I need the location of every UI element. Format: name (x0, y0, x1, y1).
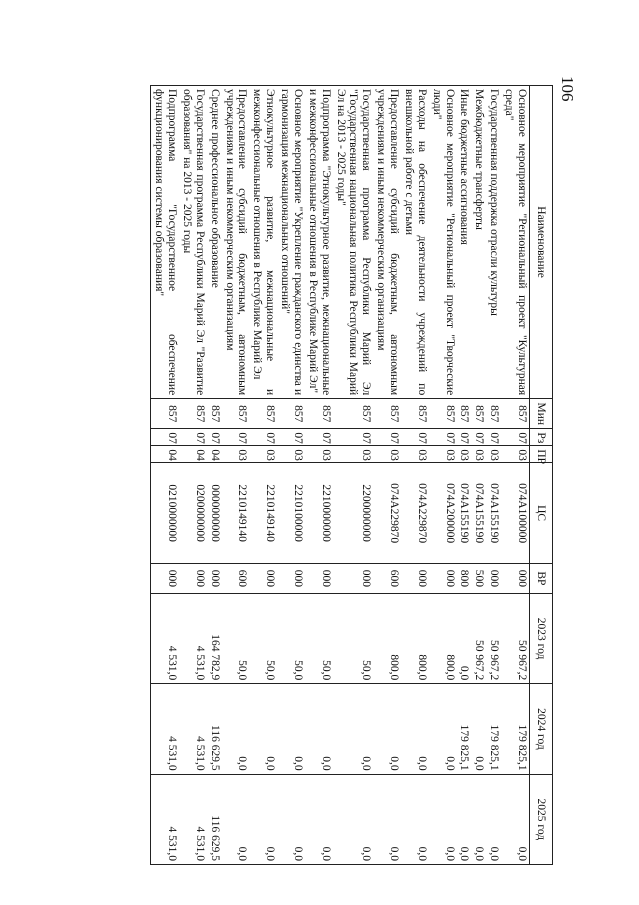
cell-rz: 07 (305, 429, 333, 446)
cell-cs: 0200000000 (179, 463, 207, 563)
cell-name: Основное мероприятие "Укрепление гражданского единства и гармонизация межнациональных отношений" (277, 86, 305, 399)
header-min: Мин (530, 399, 553, 429)
cell-rz: 07 (207, 429, 222, 446)
cell-2025: 0,0 (222, 774, 250, 864)
cell-2023: 4 531,0 (151, 593, 179, 683)
cell-2024: 0,0 (333, 684, 374, 774)
cell-rz: 07 (401, 429, 429, 446)
cell-min: 857 (277, 399, 305, 429)
cell-vr: 800 (457, 563, 472, 593)
cell-rz: 07 (501, 429, 529, 446)
cell-rz: 07 (472, 429, 487, 446)
cell-cs: 2210000000 (305, 463, 333, 563)
cell-vr: 000 (179, 563, 207, 593)
header-2023: 2023 год (530, 593, 553, 683)
cell-pr: 03 (472, 446, 487, 463)
cell-vr: 000 (501, 563, 529, 593)
cell-2025: 116 629,5 (207, 774, 222, 864)
cell-min: 857 (457, 399, 472, 429)
cell-name: Среднее профессиональное образование (207, 86, 222, 399)
cell-2023: 50 967,2 (472, 593, 487, 683)
cell-name: Межбюджетные трансферты (472, 86, 487, 399)
header-pr: ПР (530, 446, 553, 463)
cell-rz: 07 (457, 429, 472, 446)
header-2024: 2024 год (530, 684, 553, 774)
cell-2025: 0,0 (486, 774, 501, 864)
cell-min: 857 (486, 399, 501, 429)
cell-2024: 4 531,0 (151, 684, 179, 774)
cell-name: Государственная поддержка отрасли культуры (486, 86, 501, 399)
cell-2023: 4 531,0 (179, 593, 207, 683)
cell-2025: 0,0 (333, 774, 374, 864)
table-row (472, 86, 487, 865)
cell-min: 857 (501, 399, 529, 429)
cell-min: 857 (472, 399, 487, 429)
header-name: Наименование (530, 86, 553, 399)
cell-2025: 0,0 (429, 774, 457, 864)
cell-vr: 000 (277, 563, 305, 593)
cell-name: Этнокультурное развитие, межнациональные и межконфессиональные отношения в Республике Марий Эл (250, 86, 278, 399)
header-cs: ЦС (530, 463, 553, 563)
cell-2025: 0,0 (501, 774, 529, 864)
cell-pr: 03 (277, 446, 305, 463)
cell-cs: 074A155190 (486, 463, 501, 563)
cell-cs: 0000000000 (207, 463, 222, 563)
cell-name: Предоставление субсидий бюджетным, автономным учреждениям и иным некоммерческим организациям (222, 86, 250, 399)
cell-2025: 4 531,0 (151, 774, 179, 864)
page-number: 106 (558, 76, 577, 102)
cell-vr: 000 (207, 563, 222, 593)
cell-cs: 2210149140 (222, 463, 250, 563)
cell-pr: 03 (333, 446, 374, 463)
cell-2023: 50,0 (222, 593, 250, 683)
cell-2023: 50,0 (250, 593, 278, 683)
cell-name: Подпрограмма "Этнокультурное развитие, межнациональные и межконфессиональные отношения в Республике Марий Эл" (305, 86, 333, 399)
header-rz: Рз (530, 429, 553, 446)
cell-cs: 074A155190 (472, 463, 487, 563)
cell-2025: 0,0 (457, 774, 472, 864)
table-row (277, 86, 305, 865)
cell-vr: 000 (250, 563, 278, 593)
cell-2023: 50,0 (333, 593, 374, 683)
cell-cs: 074A155190 (457, 463, 472, 563)
cell-2025: 0,0 (250, 774, 278, 864)
cell-min: 857 (179, 399, 207, 429)
cell-min: 857 (207, 399, 222, 429)
cell-2023: 800,0 (429, 593, 457, 683)
cell-name: Иные бюджетные ассигнования (457, 86, 472, 399)
cell-vr: 500 (472, 563, 487, 593)
cell-vr: 000 (151, 563, 179, 593)
table-row (373, 86, 401, 865)
cell-cs: 0210000000 (151, 463, 179, 563)
cell-pr: 03 (222, 446, 250, 463)
cell-pr: 03 (373, 446, 401, 463)
cell-cs: 2210100000 (277, 463, 305, 563)
table-row (207, 86, 222, 865)
table-row (501, 86, 529, 865)
cell-cs: 2210149140 (250, 463, 278, 563)
cell-2024: 0,0 (277, 684, 305, 774)
cell-vr: 000 (429, 563, 457, 593)
cell-pr: 03 (429, 446, 457, 463)
header-2025: 2025 год (530, 774, 553, 864)
cell-2025: 0,0 (401, 774, 429, 864)
cell-rz: 07 (333, 429, 374, 446)
cell-vr: 600 (222, 563, 250, 593)
cell-2024: 0,0 (373, 684, 401, 774)
cell-2024: 0,0 (305, 684, 333, 774)
cell-vr: 000 (486, 563, 501, 593)
table-row (250, 86, 278, 865)
cell-pr: 03 (401, 446, 429, 463)
cell-2024: 179 825,1 (501, 684, 529, 774)
cell-name: Подпрограмма "Государственное обеспечение функционирования системы образования" (151, 86, 179, 399)
cell-min: 857 (429, 399, 457, 429)
cell-2023: 50 967,2 (486, 593, 501, 683)
cell-2024: 0,0 (401, 684, 429, 774)
cell-rz: 07 (222, 429, 250, 446)
cell-2024: 116 629,5 (207, 684, 222, 774)
cell-pr: 03 (250, 446, 278, 463)
table-row (333, 86, 374, 865)
cell-rz: 07 (486, 429, 501, 446)
cell-pr: 03 (305, 446, 333, 463)
cell-name: Основное мероприятие "Региональный проект "Культурная среда" (501, 86, 529, 399)
cell-vr: 000 (401, 563, 429, 593)
cell-2024: 0,0 (222, 684, 250, 774)
cell-name: Основное мероприятие "Региональный проект "Творческие люди" (429, 86, 457, 399)
cell-rz: 07 (429, 429, 457, 446)
table-body (151, 86, 530, 865)
cell-2025: 0,0 (472, 774, 487, 864)
cell-2024: 179 825,1 (486, 684, 501, 774)
cell-2025: 0,0 (277, 774, 305, 864)
cell-2023: 0,0 (457, 593, 472, 683)
cell-rz: 07 (250, 429, 278, 446)
cell-2023: 50,0 (277, 593, 305, 683)
cell-rz: 07 (373, 429, 401, 446)
cell-cs: 2200000000 (333, 463, 374, 563)
cell-cs: 074A200000 (429, 463, 457, 563)
cell-2024: 0,0 (250, 684, 278, 774)
cell-2023: 50,0 (305, 593, 333, 683)
cell-2024: 0,0 (472, 684, 487, 774)
cell-pr: 03 (457, 446, 472, 463)
cell-2025: 0,0 (305, 774, 333, 864)
cell-cs: 074A100000 (501, 463, 529, 563)
cell-vr: 600 (373, 563, 401, 593)
cell-2023: 800,0 (401, 593, 429, 683)
cell-2023: 50 967,2 (501, 593, 529, 683)
cell-min: 857 (222, 399, 250, 429)
cell-rz: 07 (151, 429, 179, 446)
cell-min: 857 (373, 399, 401, 429)
header-vr: ВР (530, 563, 553, 593)
table-row (305, 86, 333, 865)
table-row (179, 86, 207, 865)
cell-min: 857 (250, 399, 278, 429)
table-row (401, 86, 429, 865)
cell-name: Расходы на обеспечение деятельности учреждений по внешкольной работе с детьми (401, 86, 429, 399)
cell-2025: 4 531,0 (179, 774, 207, 864)
budget-table-container (123, 85, 553, 865)
cell-name: Государственная программа Республики Марий Эл "Развитие образования" на 2013 - 2025 годы (179, 86, 207, 399)
cell-2024: 4 531,0 (179, 684, 207, 774)
cell-name: Государственная программа Республики Марий Эл "Государственная национальная политика Республики Марий Эл на 2013 - 2025 годы" (333, 86, 374, 399)
cell-2023: 800,0 (373, 593, 401, 683)
cell-name: Предоставление субсидий бюджетным, автономным учреждениям и иным некоммерческим организациям (373, 86, 401, 399)
cell-2024: 0,0 (429, 684, 457, 774)
budget-table (150, 85, 553, 865)
cell-pr: 04 (151, 446, 179, 463)
cell-pr: 03 (486, 446, 501, 463)
cell-vr: 000 (305, 563, 333, 593)
cell-min: 857 (401, 399, 429, 429)
cell-pr: 04 (207, 446, 222, 463)
cell-min: 857 (151, 399, 179, 429)
cell-pr: 03 (501, 446, 529, 463)
table-row (151, 86, 179, 865)
table-row (222, 86, 250, 865)
cell-min: 857 (305, 399, 333, 429)
cell-rz: 07 (179, 429, 207, 446)
table-row (486, 86, 501, 865)
cell-rz: 07 (277, 429, 305, 446)
cell-vr: 000 (333, 563, 374, 593)
cell-cs: 074A229870 (373, 463, 401, 563)
cell-min: 857 (333, 399, 374, 429)
table-row (457, 86, 472, 865)
cell-2024: 179 825,1 (457, 684, 472, 774)
table-header (530, 86, 553, 865)
cell-2023: 164 782,9 (207, 593, 222, 683)
cell-cs: 074A229870 (401, 463, 429, 563)
cell-pr: 04 (179, 446, 207, 463)
cell-2025: 0,0 (373, 774, 401, 864)
table-row (429, 86, 457, 865)
